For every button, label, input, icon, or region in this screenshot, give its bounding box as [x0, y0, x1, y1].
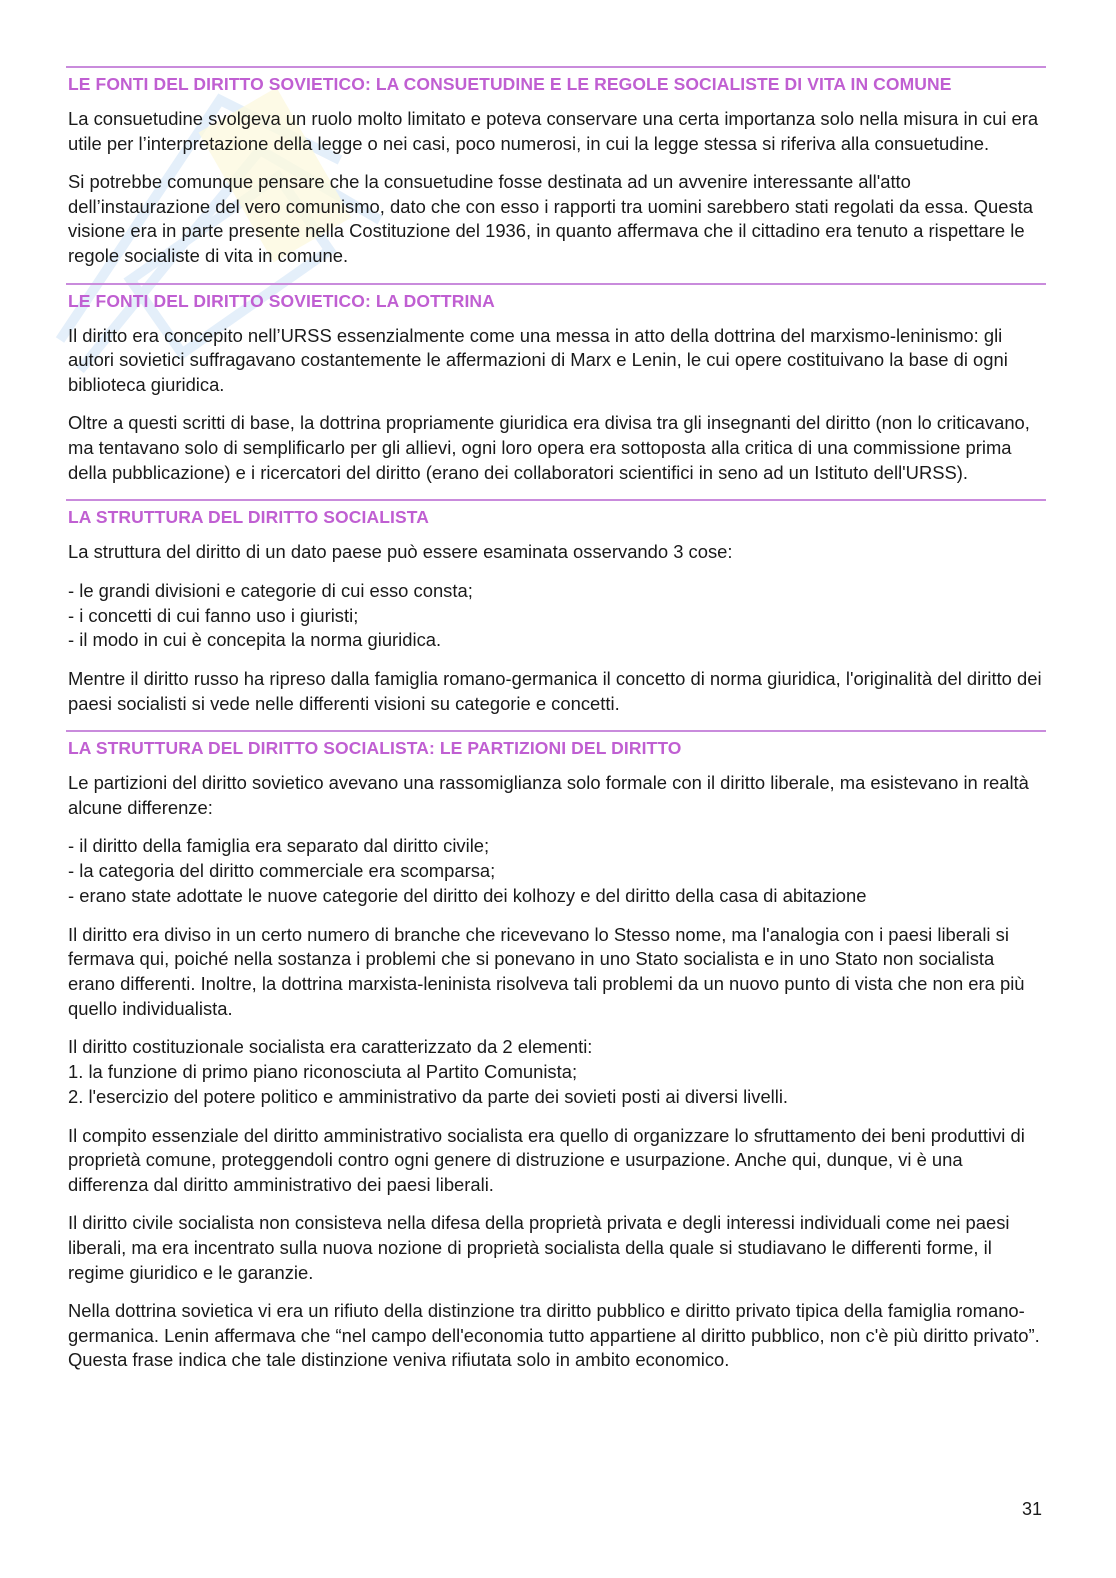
paragraph: Si potrebbe comunque pensare che la consuetudine fosse destinata ad un avvenire interessante all'atto dell’instaurazione del vero comunismo, dato che con esso i rapporti tra uomini sarebbero stati regolati da essa. Questa visione era in parte presente nella Costituzione del 1936, in quanto affermava che il cittadino era tenuto a rispettare le regole socialiste di vita in comune.	[68, 171, 1034, 266]
paragraph: Il diritto civile socialista non consisteva nella difesa della proprietà privata e degli interessi individuali come nei paesi liberali, ma era incentrato sulla nuova nozione di proprietà socialista della quale si studiavano le differenti forme, il regime giuridico e le garanzie.	[68, 1212, 1010, 1283]
section-heading: LE FONTI DEL DIRITTO SOVIETICO: LA DOTTRINA	[68, 290, 495, 311]
paragraph: Nella dottrina sovietica vi era un rifiuto della distinzione tra diritto pubblico e diritto privato tipica della famiglia romano-germanica. Lenin affermava che “nel campo dell'economia tutto appartiene al diritto pubblico, non c'è più diritto privato”. Questa frase indica che tale distinzione veniva rifiutata solo in ambito economico.	[68, 1300, 1040, 1371]
numbered-list	[68, 1035, 1046, 1109]
document-page	[66, 66, 1046, 1387]
list-item: 1. la funzione di primo piano riconosciuta al Partito Comunista;	[68, 1061, 578, 1083]
list-item: - erano state adottate le nuove categorie del diritto dei kolhozy e del diritto della casa di abitazione	[68, 885, 867, 907]
list-item: - la categoria del diritto commerciale era scomparsa;	[68, 860, 496, 882]
paragraph: La struttura del diritto di un dato paese può essere esaminata osservando 3 cose:	[68, 541, 733, 563]
page-number: 31	[1021, 1499, 1042, 1519]
paragraph: La consuetudine svolgeva un ruolo molto limitato e poteva conservare una certa importanza solo nella misura in cui era utile per l’interpretazione della legge o nei casi, poco numerosi, in cui la legge stessa si riferiva alla consuetudine.	[68, 108, 1039, 154]
list-item: - il modo in cui è concepita la norma giuridica.	[68, 629, 442, 651]
paragraph: Oltre a questi scritti di base, la dottrina propriamente giuridica era divisa tra gli insegnanti del diritto (non lo criticavano, ma tentavano solo di semplificarlo per gli allievi, ogni loro opera era sottoposta alla critica di una commissione prima della pubblicazione) e i ricercatori del diritto (erano dei collaboratori scientifici in seno ad un Istituto dell'URSS).	[68, 412, 1030, 483]
bullet-list	[68, 834, 1046, 908]
section-heading: LE FONTI DEL DIRITTO SOVIETICO: LA CONSUETUDINE E LE REGOLE SOCIALISTE DI VITA IN COMUNE	[68, 74, 952, 94]
section-partizioni	[66, 730, 1046, 1373]
list-intro: Il diritto costituzionale socialista era caratterizzato da 2 elementi:	[68, 1036, 593, 1058]
paragraph: Il compito essenziale del diritto amministrativo socialista era quello di organizzare lo sfruttamento dei beni produttivi di proprietà comune, proteggendoli contro ogni genere di distruzione e usurpazione. Anche qui, dunque, vi è una differenza dal diritto amministrativo dei paesi liberali.	[68, 1124, 1025, 1195]
paragraph: Il diritto era concepito nell’URSS essenzialmente come una messa in atto della dottrina del marxismo-leninismo: gli autori sovietici suffragavano costantemente le affermazioni di Marx e Lenin, le cui opere costituivano la base di ogni biblioteca giuridica.	[68, 324, 1008, 395]
list-item: 2. l'esercizio del potere politico e amministrativo da parte dei sovieti posti ai diversi livelli.	[68, 1085, 789, 1107]
list-item: - il diritto della famiglia era separato dal diritto civile;	[68, 835, 490, 857]
section-consuetudine	[66, 66, 1046, 269]
paragraph: Il diritto era diviso in un certo numero di branche che ricevevano lo Stesso nome, ma l'analogia con i paesi liberali si fermava qui, poiché nella sostanza i problemi che si ponevano in uno Stato socialista e in uno Stato non socialista erano differenti. Inoltre, la dottrina marxista-leninista risolveva tali problemi da un nuovo punto di vista che non era più quello individualista.	[68, 923, 1025, 1019]
bullet-list	[68, 579, 1046, 653]
section-struttura	[66, 499, 1046, 716]
section-heading: LA STRUTTURA DEL DIRITTO SOCIALISTA: LE PARTIZIONI DEL DIRITTO	[68, 738, 682, 759]
paragraph: Mentre il diritto russo ha ripreso dalla famiglia romano-germanica il concetto di norma giuridica, l'originalità del diritto dei paesi socialisti si vede nelle differenti visioni su categorie e concetti.	[68, 668, 1042, 714]
paragraph: Le partizioni del diritto sovietico avevano una rassomiglianza solo formale con il diritto liberale, ma esistevano in realtà alcune differenze:	[68, 772, 1029, 818]
list-item: - i concetti di cui fanno uso i giuristi;	[68, 604, 359, 626]
section-dottrina	[66, 283, 1046, 486]
section-heading: LA STRUTTURA DEL DIRITTO SOCIALISTA	[68, 507, 429, 528]
list-item: - le grandi divisioni e categorie di cui esso consta;	[68, 579, 473, 601]
